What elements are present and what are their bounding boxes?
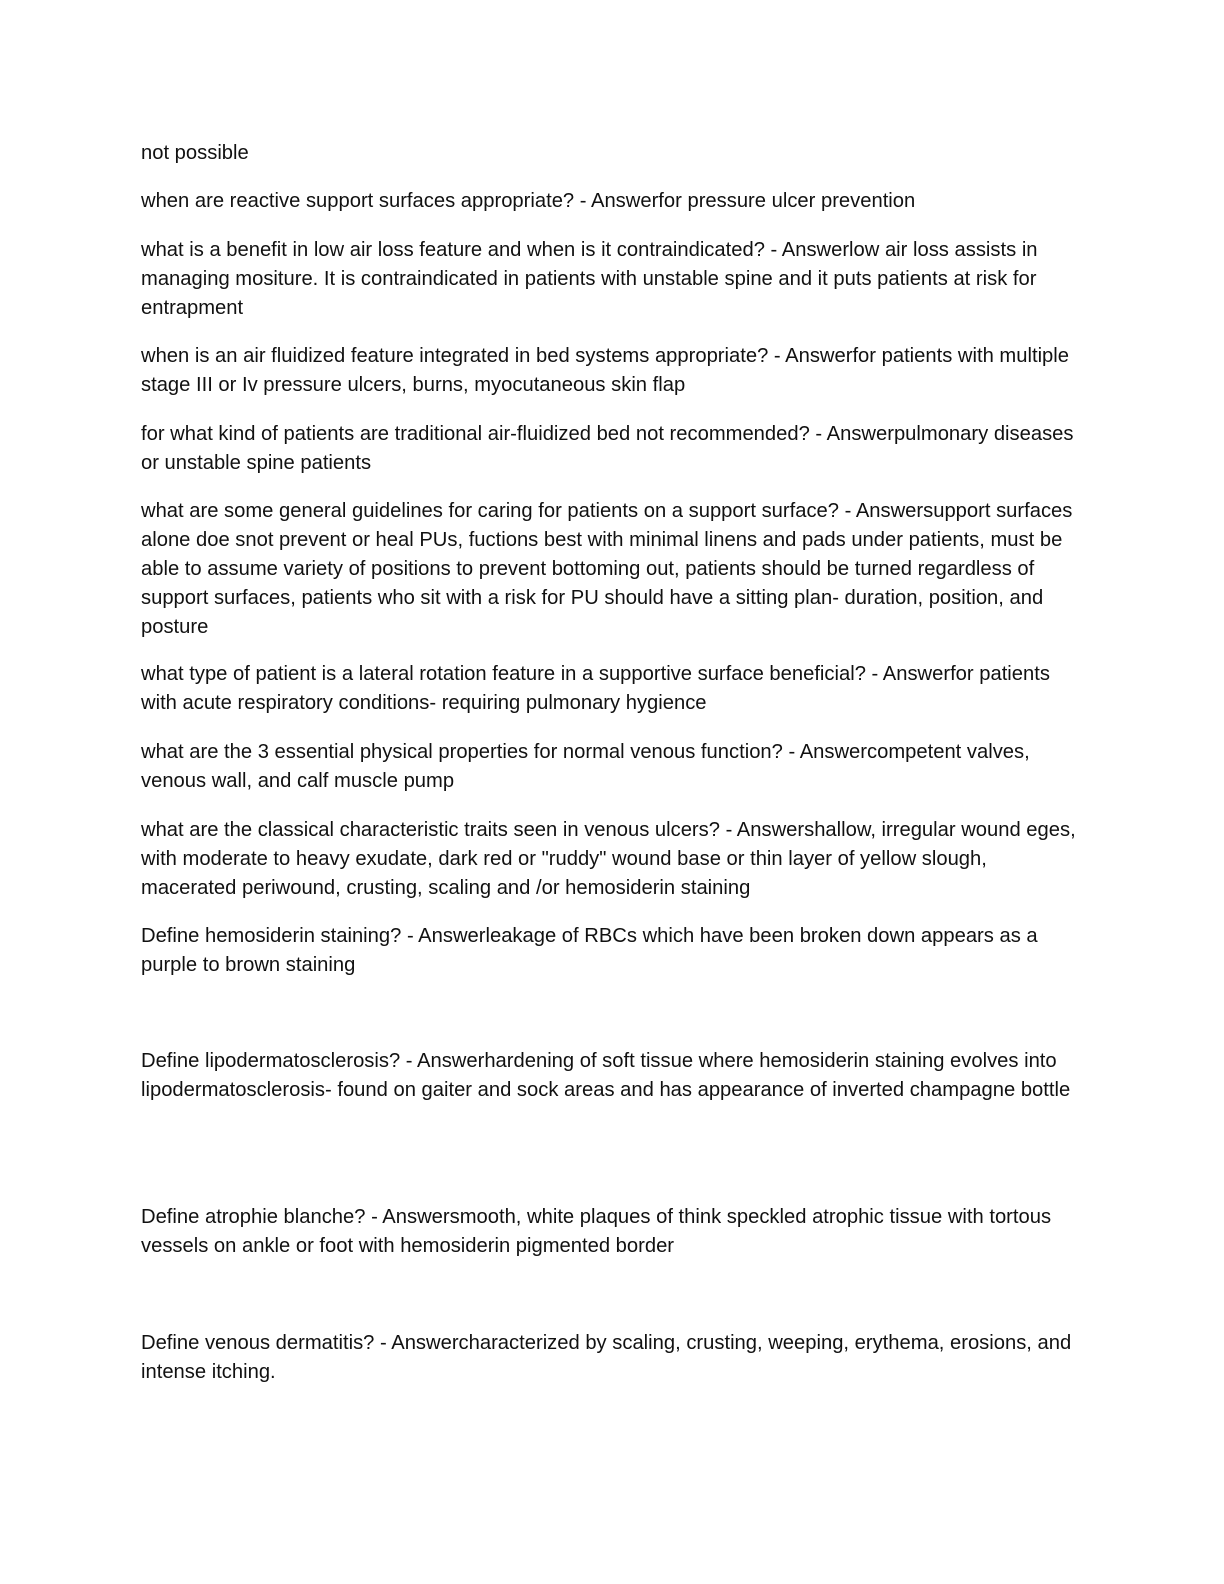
qa-atrophie-blanche: Define atrophie blanche? - Answersmooth, white plaques of think speckled atrophic tissue with tortous vessels on ankle or foot with hemosiderin pigmented border [141, 1206, 1052, 1257]
paragraph-not-possible: not possible [141, 142, 249, 164]
qa-hemosiderin-staining: Define hemosiderin staining? - Answerleakage of RBCs which have been broken down appears as a purple to brown staining [141, 925, 1038, 976]
qa-venous-function: what are the 3 essential physical properties for normal venous function? - Answercompetent valves, venous wall, and calf muscle pump [141, 741, 1030, 792]
qa-air-fluidized-feature: when is an air fluidized feature integrated in bed systems appropriate? - Answerfor patients with multiple stage III or Iv pressure ulcers, burns, myocutaneous skin flap [141, 345, 1069, 396]
qa-venous-dermatitis: Define venous dermatitis? - Answercharacterized by scaling, crusting, weeping, erythema, erosions, and intense itching. [141, 1332, 1072, 1383]
qa-support-surface-guidelines: what are some general guidelines for caring for patients on a support surface? - Answersupport surfaces alone doe snot prevent or heal PUs, fuctions best with minimal linens and pads under patients, must be able to assume variety of positions to prevent bottoming out, patients should be turned regardless of support surfaces, patients who sit with a risk for PU should have a sitting plan- duration, position, and posture [141, 500, 1073, 638]
qa-venous-ulcer-traits: what are the classical characteristic traits seen in venous ulcers? - Answershallow, irregular wound eges, with moderate to heavy exudate, dark red or "ruddy" wound base or thin layer of yellow slough, macerated periwound, crusting, scaling and /or hemosiderin staining [141, 819, 1076, 899]
qa-reactive-support-surfaces: when are reactive support surfaces appropriate? - Answerfor pressure ulcer prevention [141, 190, 916, 212]
qa-air-fluidized-not-recommended: for what kind of patients are traditional air-fluidized bed not recommended? - Answerpulmonary diseases or unstable spine patients [141, 423, 1074, 474]
qa-lipodermatosclerosis: Define lipodermatosclerosis? - Answerhardening of soft tissue where hemosiderin staining evolves into lipodermatosclerosis- found on gaiter and sock areas and has appearance of inverted champagne bottle [141, 1050, 1071, 1101]
qa-low-air-loss: what is a benefit in low air loss feature and when is it contraindicated? - Answerlow air loss assists in managing mositure. It is contraindicated in patients with unstable spine and it puts patients at risk for entrapment [141, 239, 1038, 319]
qa-lateral-rotation: what type of patient is a lateral rotation feature in a supportive surface beneficial? - Answerfor patients with acute respiratory conditions- requiring pulmonary hygience [141, 663, 1050, 714]
